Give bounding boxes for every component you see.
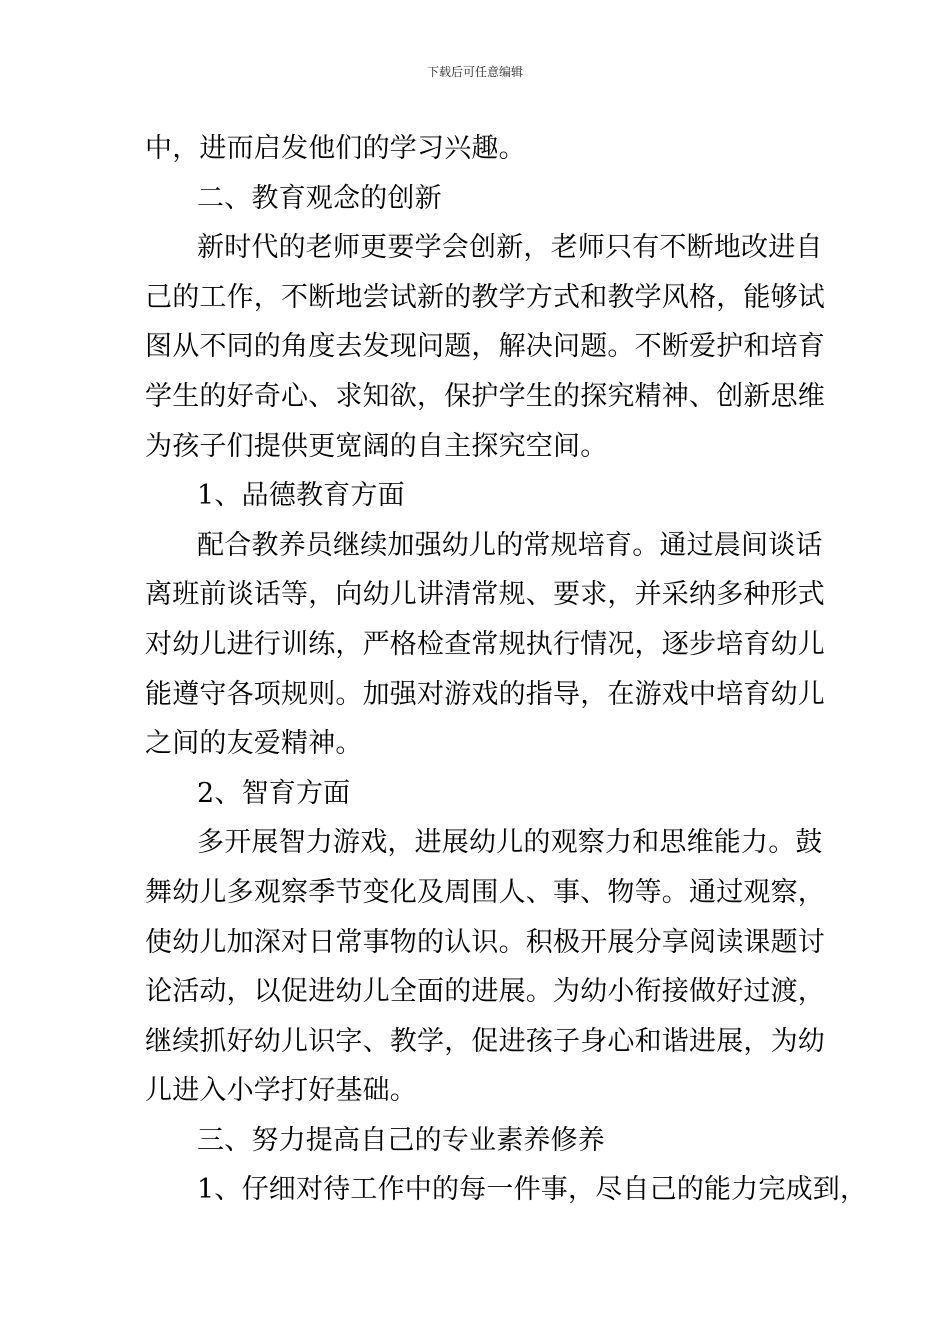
text-line: 为孩子们提供更宽阔的自主探究空间。 <box>145 430 608 462</box>
text-line: 学生的好奇心、求知欲，保护学生的探究精神、创新思维 <box>145 380 825 412</box>
text-line: 使幼儿加深对日常事物的认识。积极开展分享阅读课题讨 <box>145 926 825 958</box>
text-line: 儿进入小学打好基础。 <box>145 1075 417 1107</box>
subsection-heading: 2、智育方面 <box>197 777 351 809</box>
text-line: 对幼儿进行训练，严格检查常规执行情况，逐步培育幼儿 <box>145 628 825 660</box>
page-header: 下载后可任意编辑 <box>426 65 523 79</box>
subsection-heading: 1、品德教育方面 <box>197 480 405 512</box>
text-line: 论活动，以促进幼儿全面的进展。为幼小衔接做好过渡， <box>145 976 825 1008</box>
text-line: 舞幼儿多观察季节变化及周围人、事、物等。通过观察， <box>145 876 825 908</box>
text-line: 新时代的老师更要学会创新，老师只有不断地改进自 <box>197 232 823 264</box>
text-line: 之间的友爱精神。 <box>145 728 363 760</box>
text-line: 中，进而启发他们的学习兴趣。 <box>145 133 526 164</box>
text-line: 继续抓好幼儿识字、教学，促进孩子身心和谐进展，为幼 <box>145 1025 825 1057</box>
text-line: 多开展智力游戏，进展幼儿的观察力和思维能力。鼓 <box>197 827 823 859</box>
text-line: 1、仔细对待工作中的每一件事，尽自己的能力完成到， <box>197 1174 868 1206</box>
text-line: 配合教养员继续加强幼儿的常规培育。通过晨间谈话 <box>197 529 823 561</box>
text-line: 图从不同的角度去发现问题，解决问题。不断爱护和培育 <box>145 331 825 363</box>
text-line: 能遵守各项规则。加强对游戏的指导，在游戏中培育幼儿 <box>145 678 825 710</box>
section-heading: 三、努力提高自己的专业素养修养 <box>197 1124 605 1156</box>
text-line: 己的工作，不断地尝试新的教学方式和教学风格，能够试 <box>145 281 825 313</box>
document-body <box>145 124 868 1215</box>
text-line: 离班前谈话等，向幼儿讲清常规、要求，并采纳多种形式 <box>145 579 825 611</box>
section-heading: 二、教育观念的创新 <box>197 182 442 214</box>
